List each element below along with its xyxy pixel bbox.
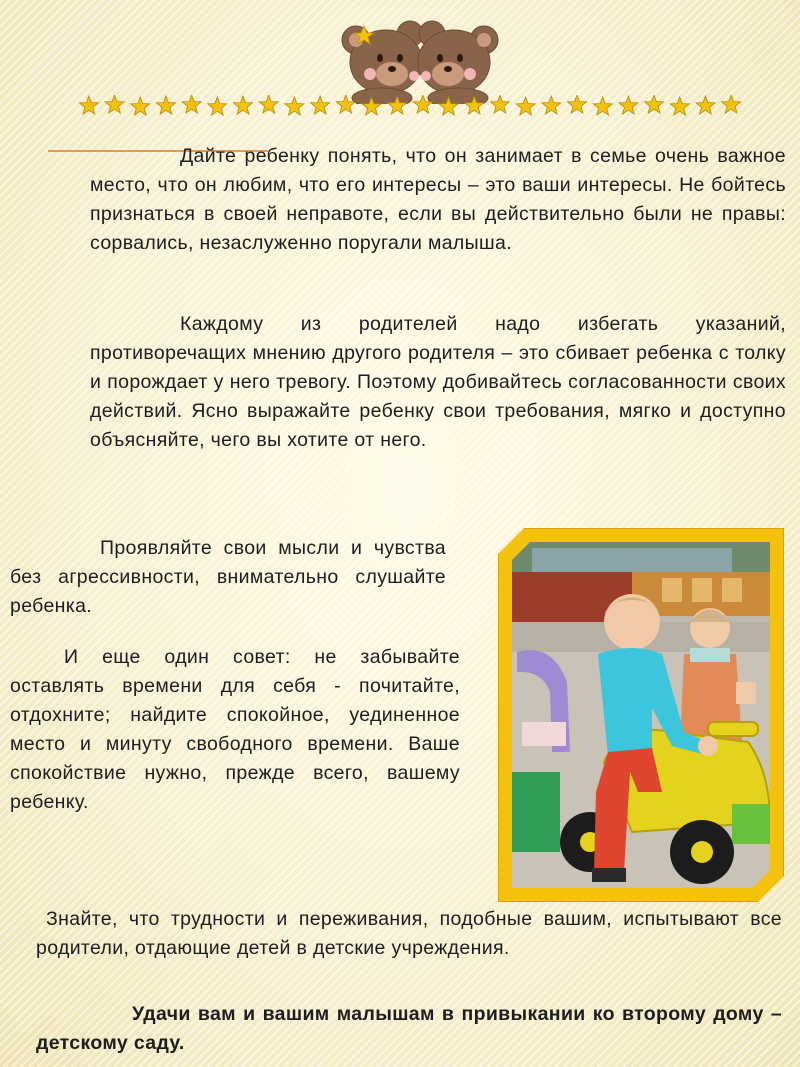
paragraph-5: Знайте, что трудности и переживания, подобные вашим, испытывают все родители, отдающие детей в детские учреждения. [36,908,782,959]
star-icon [568,95,587,113]
star-icon [722,95,741,113]
star-icon [593,97,612,115]
star-icon [490,95,509,113]
paragraph-1: Дайте ребенку понять, что он занимает в семье очень важное место, что он любим, что его интересы – это ваши интересы. Не бойтесь признаться в своей неправоте, если вы действительно были не правы: сорвались, незаслуженно поругали малыша. [90,145,786,254]
star-icon [182,95,201,113]
star-icon [79,96,98,114]
star-icon [259,95,278,113]
star-icon [336,95,355,113]
star-icon [413,95,432,113]
star-icon [465,96,484,114]
star-icon [388,96,407,114]
star-icon [156,96,175,114]
star-icon [645,95,664,113]
paragraph-2: Каждому из родителей надо избегать указаний, противоречащих мнению другого родителя – это сбивает ребенка с толку и порождает у него тревогу. Поэтому добивайтесь согласованности своих действий. Ясно выражайте ребенку свои требования, мягко и доступно объясняйте, чего вы хотите от него. [90,313,786,451]
star-icon [619,96,638,114]
star-icon [234,96,253,114]
paragraph-4: И еще один совет: не забывайте оставлять времени для себя - почитайте, отдохните; найдите спокойное, уединенное место и минуту свободного времени. Ваше спокойствие нужно, прежде всего, вашему ребенку. [10,646,460,813]
star-icon [131,97,150,115]
star-icon [696,96,715,114]
teddy-bears-icon [334,18,506,104]
star-icon [439,97,458,115]
star-icon [516,97,535,115]
star-icon [105,95,124,113]
paragraph-3: Проявляйте свои мысли и чувства без агрессивности, внимательно слушайте ребенка. [10,537,446,617]
star-icon [362,97,381,115]
star-icon [311,96,330,114]
star-icon [542,96,561,114]
star-row [76,95,744,117]
closing-wish: Удачи вам и вашим малышам в привыкании ко второму дому – детскому саду. [36,1003,782,1054]
star-icon [670,97,689,115]
children-photo [512,542,770,888]
star-icon [285,97,304,115]
star-icon [208,97,227,115]
